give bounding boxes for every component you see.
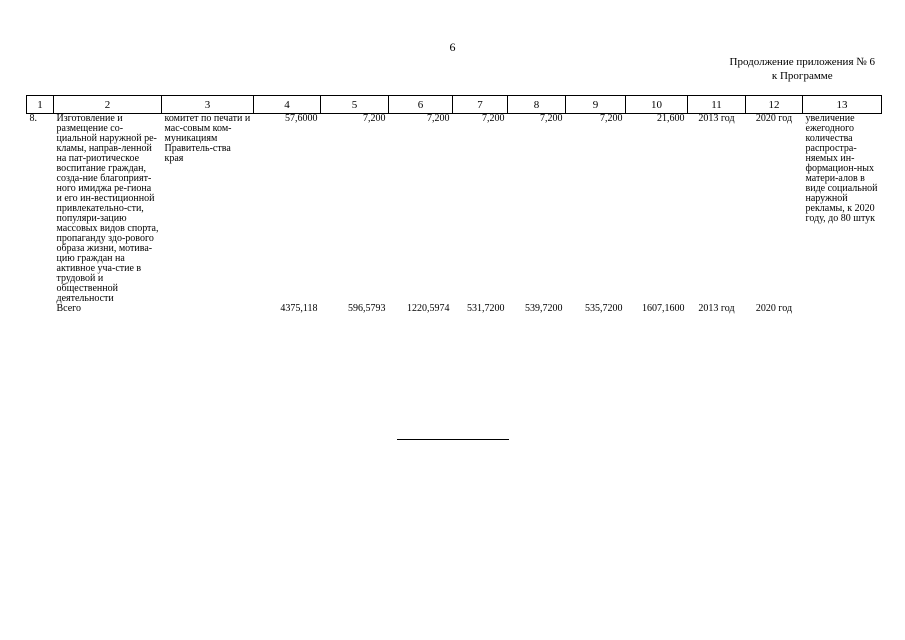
program-activities-table [26,95,882,314]
continuation-line-2: к Программе [771,70,833,82]
column-header-2: 2 [54,96,162,114]
total-amount: 4375,118 [280,303,318,314]
end-year: 2020 год [755,113,793,124]
expected-result: увеличение ежегодного количества распростра-няемых ин-формацион-ных матери-алов в виде социальной наружной рекламы, к 2020 году, до 80 штук [805,113,878,224]
header-row [27,96,882,114]
amount-col-7: 7,200 [482,113,505,124]
column-header-8: 8 [508,96,566,114]
column-header-5: 5 [321,96,389,114]
total-col-8: 539,7200 [525,303,563,314]
total-col-10: 1607,1600 [642,303,685,314]
continuation-line-1: Продолжение приложения № 6 [729,56,875,68]
amount-col-6: 7,200 [427,113,450,124]
amount-col-10: 21,600 [657,113,685,124]
total-row [27,304,882,314]
total-col-6: 1220,5974 [407,303,450,314]
table-row [27,114,882,305]
start-year: 2013 год [698,113,735,124]
row-number: 8. [29,113,37,124]
column-header-10: 10 [626,96,688,114]
amount-total: 57,6000 [285,113,318,124]
column-header-1: 1 [27,96,54,114]
end-divider-line [397,439,509,440]
column-header-13: 13 [803,96,882,114]
total-col-7: 531,7200 [467,303,505,314]
total-col-9: 535,7200 [585,303,623,314]
column-header-9: 9 [566,96,626,114]
executor: комитет по печати и мас-совым ком-муникациям Правитель-ства края [164,113,251,164]
total-end-year: 2020 год [755,303,793,314]
amount-col-9: 7,200 [600,113,623,124]
appendix-continuation-note [730,55,875,83]
activity-description: Изготовление и размещение со-циальной наружной ре-кламы, направ-ленной на пат-риотическое воспитание граждан, созда-ние благоприят-ного имиджа ре-гиона и его ин-вестиционной привлекательно-сти, популяри-зацию массовых видов спорта, пропаганду здо-рового образа жизни, мотива-цию граждан на активное уча-стие в трудовой и общественной деятельности [56,113,159,304]
total-col-5: 596,5793 [348,303,386,314]
column-header-6: 6 [389,96,453,114]
total-start-year: 2013 год [698,303,735,314]
amount-col-8: 7,200 [540,113,563,124]
column-header-7: 7 [453,96,508,114]
amount-col-5: 7,200 [363,113,386,124]
column-header-12: 12 [746,96,803,114]
column-header-4: 4 [254,96,321,114]
total-label: Всего [56,303,82,314]
column-header-3: 3 [162,96,254,114]
column-header-11: 11 [688,96,746,114]
page-number: 6 [449,40,456,54]
